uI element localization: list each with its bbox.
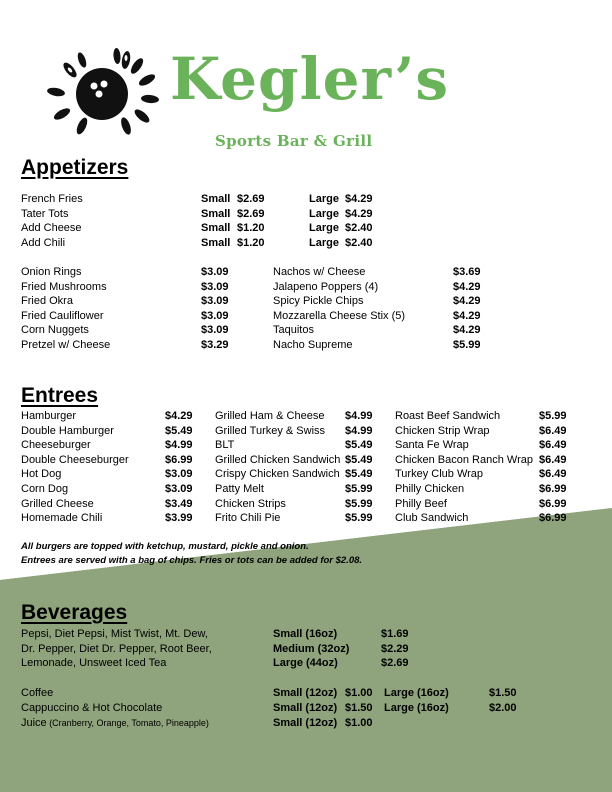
menu-item-price: $6.49 xyxy=(539,439,567,452)
menu-item-name: Fried Cauliflower xyxy=(21,309,104,322)
menu-item-name: Chicken Strip Wrap xyxy=(395,424,490,437)
menu-item-price: $6.49 xyxy=(539,424,567,437)
menu-item-name: Roast Beef Sandwich xyxy=(395,410,501,422)
size-label: Large xyxy=(309,236,339,249)
menu-item-name: BLT xyxy=(215,439,235,452)
menu-item-price: $4.29 xyxy=(453,280,481,293)
menu-item-price: $2.00 xyxy=(489,702,517,714)
size-label: Medium (32oz) xyxy=(273,642,350,655)
entrees-heading: Entrees xyxy=(21,384,99,407)
beverages-heading: Beverages xyxy=(21,601,128,624)
menu-item-price: $4.29 xyxy=(345,207,373,220)
menu-item-price: $3.99 xyxy=(165,512,193,525)
menu-item-price: $3.09 xyxy=(201,295,229,308)
menu-item-name: Grilled Ham & Cheese xyxy=(215,410,325,422)
menu-item-name: Lemonade, Unsweet Iced Tea xyxy=(21,657,167,670)
menu-item-name: Frito Chili Pie xyxy=(215,512,281,525)
menu-item-price: $6.99 xyxy=(165,453,193,466)
menu-item-price: $1.20 xyxy=(237,222,265,234)
menu-item-price: $3.09 xyxy=(165,483,193,495)
menu-item-price: $6.49 xyxy=(539,453,567,466)
menu-item-price: $6.49 xyxy=(539,468,567,481)
juice-flavors: (Cranberry, Orange, Tomato, Pineapple) xyxy=(46,718,209,728)
menu-item-name: Coffee xyxy=(21,687,54,699)
menu-item-name: Homemade Chili xyxy=(21,512,103,525)
menu-item-name: Juice xyxy=(21,717,47,729)
size-label: Large xyxy=(309,207,339,220)
menu-item-name: Philly Chicken xyxy=(395,483,465,495)
menu-item-price: $2.69 xyxy=(237,207,265,220)
menu-item-name: Fried Mushrooms xyxy=(21,280,107,293)
menu-item-name: Double Cheeseburger xyxy=(21,453,129,466)
menu-item-price: $1.20 xyxy=(237,236,265,249)
menu-item-name: Nacho Supreme xyxy=(273,339,353,351)
menu-item-price: $4.29 xyxy=(165,410,193,422)
menu-item-name: Chicken Bacon Ranch Wrap xyxy=(395,453,533,466)
menu-item-name: Cappuccino & Hot Chocolate xyxy=(21,702,163,714)
menu-item-price: $2.69 xyxy=(237,193,265,205)
menu-item-name: Santa Fe Wrap xyxy=(395,439,469,452)
menu-item-name: Onion Rings xyxy=(21,266,82,278)
menu-item-price: $3.09 xyxy=(201,324,229,337)
size-label: Small (16oz) xyxy=(273,628,338,640)
menu-item-name: Grilled Cheese xyxy=(21,497,94,510)
menu-item-price: $6.99 xyxy=(539,497,567,510)
menu-item-price: $6.99 xyxy=(539,483,567,495)
size-label: Small xyxy=(201,207,231,220)
menu-item-price: $2.40 xyxy=(345,222,373,234)
menu-item-name: Double Hamburger xyxy=(21,424,114,437)
menu-item-price: $5.49 xyxy=(345,468,373,481)
menu-item-name: Jalapeno Poppers (4) xyxy=(273,280,379,293)
menu-item-name: Spicy Pickle Chips xyxy=(273,295,364,308)
menu-item-price: $5.49 xyxy=(345,439,373,452)
menu-item-name: Fried Okra xyxy=(21,295,73,308)
menu-item-price: $3.09 xyxy=(165,468,193,481)
menu-item-price: $3.29 xyxy=(201,339,229,351)
menu-item-name: Hot Dog xyxy=(21,468,62,481)
menu-item-name: Nachos w/ Cheese xyxy=(273,266,366,278)
juice-name xyxy=(21,716,209,730)
menu-item-price: $5.99 xyxy=(453,339,481,351)
menu-item-price: $5.99 xyxy=(345,512,373,525)
menu-item-name: Pretzel w/ Cheese xyxy=(21,339,111,351)
menu-item-name: Pepsi, Diet Pepsi, Mist Twist, Mt. Dew, xyxy=(21,628,208,640)
menu-item-price: $5.49 xyxy=(345,453,373,466)
menu-item-price: $5.49 xyxy=(165,424,193,437)
menu-item-name: Turkey Club Wrap xyxy=(395,468,484,481)
menu-item-price: $4.99 xyxy=(345,410,373,422)
menu-item-name: Chicken Strips xyxy=(215,497,286,510)
burger-note: All burgers are topped with ketchup, mustard, pickle and onion. xyxy=(21,541,309,552)
brand-subtitle: Sports Bar & Grill xyxy=(215,132,373,150)
menu-item-price: $4.29 xyxy=(453,324,481,337)
menu-item-name: Taquitos xyxy=(273,324,314,337)
menu-item-name: Crispy Chicken Sandwich xyxy=(215,468,340,481)
size-label: Small xyxy=(201,236,231,249)
menu-item-name: Add Cheese xyxy=(21,222,82,234)
menu-item-price: $3.49 xyxy=(165,497,193,510)
size-label: Small xyxy=(201,193,231,205)
menu-item-name: Philly Beef xyxy=(395,497,447,510)
menu-item-price: $4.29 xyxy=(345,193,373,205)
menu-item-name: Dr. Pepper, Diet Dr. Pepper, Root Beer, xyxy=(21,642,212,655)
menu-item-name: Corn Dog xyxy=(21,483,69,495)
size-label: Small (12oz) xyxy=(273,702,338,714)
menu-item-price: $5.99 xyxy=(345,497,373,510)
size-label: Small (12oz) xyxy=(273,717,338,729)
menu-item-name: Mozzarella Cheese Stix (5) xyxy=(273,309,406,322)
entree-note: Entrees are served with a bag of chips. Fries or tots can be added for $2.08. xyxy=(21,555,363,566)
menu-item-price: $3.09 xyxy=(201,309,229,322)
menu-item-name: Corn Nuggets xyxy=(21,324,89,337)
menu-item-price: $4.29 xyxy=(453,295,481,308)
menu-item-name: Hamburger xyxy=(21,410,77,422)
size-label: Small (12oz) xyxy=(273,687,338,699)
menu-item-price: $5.99 xyxy=(345,483,373,495)
size-label: Large (16oz) xyxy=(384,702,449,714)
menu-item-price: $4.99 xyxy=(345,424,373,437)
menu-item-name: Club Sandwich xyxy=(395,512,469,525)
menu-item-price: $6.99 xyxy=(539,512,567,525)
menu-item-price: $1.50 xyxy=(345,702,373,714)
size-label: Large xyxy=(309,222,339,234)
menu-item-name: Grilled Turkey & Swiss xyxy=(215,424,326,437)
menu-item-price: $1.00 xyxy=(345,717,373,729)
brand-title: Kegler’s xyxy=(170,45,450,113)
menu-item-price: $1.50 xyxy=(489,687,517,699)
menu-item-name: Add Chili xyxy=(21,236,66,249)
size-label: Large (44oz) xyxy=(273,657,338,670)
size-label: Large (16oz) xyxy=(384,687,449,699)
appetizers-heading: Appetizers xyxy=(21,156,129,179)
menu-item-price: $1.00 xyxy=(345,687,373,699)
menu-item-price: $3.69 xyxy=(453,266,481,278)
menu-item-price: $2.29 xyxy=(381,642,409,655)
menu-item-price: $5.99 xyxy=(539,410,567,422)
menu-item-price: $4.29 xyxy=(453,309,481,322)
menu-item-price: $3.09 xyxy=(201,266,229,278)
menu-item-price: $4.99 xyxy=(165,439,193,452)
size-label: Large xyxy=(309,193,339,205)
menu-item-name: Cheeseburger xyxy=(21,439,91,452)
menu-item-name: Tater Tots xyxy=(21,207,69,220)
size-label: Small xyxy=(201,222,231,234)
menu-item-price: $2.40 xyxy=(345,236,373,249)
menu-item-name: Grilled Chicken Sandwich xyxy=(215,453,341,466)
menu-item-price: $1.69 xyxy=(381,628,409,640)
bowling-ball-pins-logo xyxy=(42,44,160,136)
menu-item-name: Patty Melt xyxy=(215,483,264,495)
menu-item-price: $3.09 xyxy=(201,280,229,293)
menu-item-price: $2.69 xyxy=(381,657,409,670)
menu-item-name: French Fries xyxy=(21,193,83,205)
